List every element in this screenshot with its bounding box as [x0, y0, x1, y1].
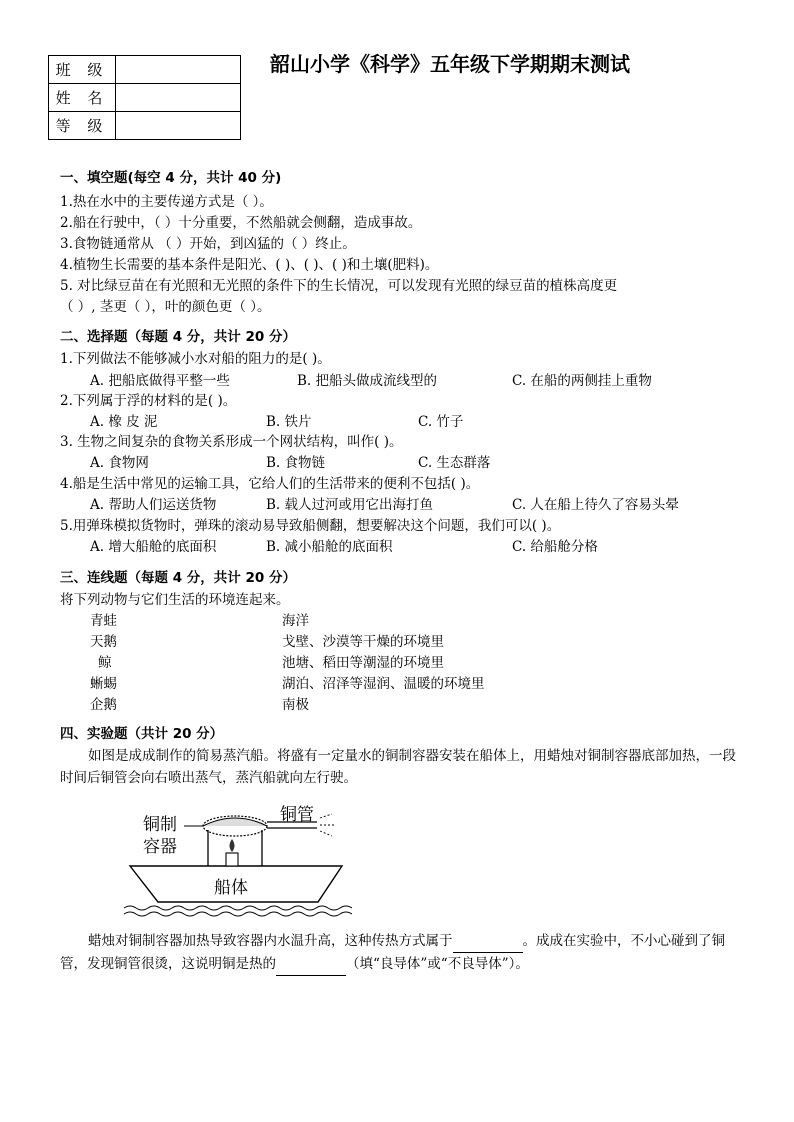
s4-para2-part2: 。成成在实验中，不小心碰到了铜管，发现铜管很烫，这说明铜是热的 [60, 933, 725, 972]
s3-intro: 将下列动物与它们生活的环境连起来。 [60, 592, 290, 608]
s2-q5-option-a: A. 增大船舱的底面积 [90, 539, 217, 555]
section4-heading: 四、实验题（共计 20 分） [60, 726, 224, 742]
class-label: 班 级 [49, 56, 116, 84]
section3-heading: 三、连线题（每题 4 分，共计 20 分） [60, 570, 296, 586]
animal-item[interactable]: 蜥蜴 [90, 676, 117, 692]
s2-q5: 5.用弹珠模拟货物时，弹珠的滚动易导致船侧翻，想要解决这个问题，我们可以( )。 [60, 518, 561, 534]
student-info-table [48, 55, 241, 140]
s1-q4: 4.植物生长需要的基本条件是阳光、( )、( )、( )和土壤(肥料)。 [60, 257, 439, 273]
s1-q3: 3.食物链通常从 （ ）开始，到凶猛的（ ）终止。 [60, 236, 356, 252]
candle [226, 853, 238, 866]
answer-blank-2[interactable] [276, 953, 346, 976]
label-pipe: 铜管 [280, 805, 314, 825]
s2-q5-option-b: B. 减小船舱的底面积 [266, 539, 393, 555]
animal-item[interactable]: 企鹅 [90, 697, 117, 713]
animal-item[interactable]: 天鹅 [90, 634, 117, 650]
animal-item[interactable]: 鲸 [98, 655, 112, 671]
s2-q2: 2.下列属于浮的材料的是( )。 [60, 393, 237, 409]
name-field[interactable] [116, 84, 241, 112]
name-label: 姓 名 [49, 84, 116, 112]
s2-q2-option-a: A. 橡 皮 泥 [90, 414, 158, 430]
s1-q1: 1.热在水中的主要传递方式是（ ）。 [60, 194, 273, 210]
s2-q1: 1.下列做法不能够减小水对船的阻力的是( )。 [60, 351, 331, 367]
habitat-item[interactable]: 戈壁、沙漠等干燥的环境里 [282, 634, 444, 650]
habitat-item[interactable]: 海洋 [282, 613, 309, 629]
section2-heading: 二、选择题（每题 4 分，共计 20 分） [60, 329, 296, 345]
s2-q3: 3. 生物之间复杂的食物关系形成一个网状结构，叫作( )。 [60, 434, 403, 450]
habitat-item[interactable]: 南极 [282, 697, 309, 713]
s2-q4-option-a: A. 帮助人们运送货物 [90, 497, 217, 513]
s2-q1-option-b: B. 把船头做成流线型的 [297, 373, 438, 389]
s2-q4-option-c: C. 人在船上待久了容易头晕 [512, 497, 679, 513]
s2-q3-option-b: B. 食物链 [266, 455, 326, 471]
label-container-2: 容器 [143, 837, 177, 857]
s2-q1-option-c: C. 在船的两侧挂上重物 [512, 373, 652, 389]
label-container-1: 铜制 [143, 815, 177, 835]
s1-q5-line1: 5. 对比绿豆苗在有光照和无光照的条件下的生长情况，可以发现有光照的绿豆苗的植株高度更 [60, 278, 618, 294]
label-hull: 船体 [214, 878, 248, 898]
s1-q5-line2: （ ）, 茎更（ ），叶的颜色更（ ）。 [60, 299, 271, 315]
flame [230, 839, 235, 852]
s2-q2-option-c: C. 竹子 [418, 414, 464, 430]
s2-q4-option-b: B. 载人过河或用它出海打鱼 [266, 497, 434, 513]
animal-item[interactable]: 青蛙 [90, 613, 117, 629]
s2-q2-option-b: B. 铁片 [266, 414, 312, 430]
page-title: 韶山小学《科学》五年级下学期期末测试 [270, 52, 630, 76]
class-field[interactable] [116, 56, 241, 84]
s2-q5-option-c: C. 给船舱分格 [512, 539, 598, 555]
answer-blank-1[interactable] [453, 930, 523, 953]
s2-q1-option-a: A. 把船底做得平整一些 [90, 373, 230, 389]
habitat-item[interactable]: 湖泊、沼泽等湿润、温暖的环境里 [282, 676, 485, 692]
grade-label: 等 级 [49, 112, 116, 140]
s2-q4: 4.船是生活中常见的运输工具，它给人们的生活带来的便利不包括( )。 [60, 476, 480, 492]
section1-heading: 一、填空题(每空 4 分，共计 40 分) [60, 170, 282, 186]
s4-paragraph1: 如图是成成制作的简易蒸汽船。将盛有一定量水的铜制容器安装在船体上，用蜡烛对铜制容器底部加热，一段时间后铜管会向右喷出蒸气，蒸汽船就向左行驶。 [60, 748, 736, 786]
s2-q3-option-c: C. 生态群落 [418, 455, 491, 471]
s4-paragraph2 [60, 930, 740, 976]
grade-field[interactable] [116, 112, 241, 140]
habitat-item[interactable]: 池塘、稻田等潮湿的环境里 [282, 655, 444, 671]
s4-para2-part1: 蜡烛对铜制容器加热导致容器内水温升高，这种传热方式属于 [88, 933, 453, 949]
s1-q2: 2.船在行驶中，（ ）十分重要，不然船就会侧翻，造成事故。 [60, 215, 422, 231]
s4-para2-part3: （填“良导体”或“不良导体”）。 [346, 956, 529, 972]
s2-q3-option-a: A. 食物网 [90, 455, 149, 471]
